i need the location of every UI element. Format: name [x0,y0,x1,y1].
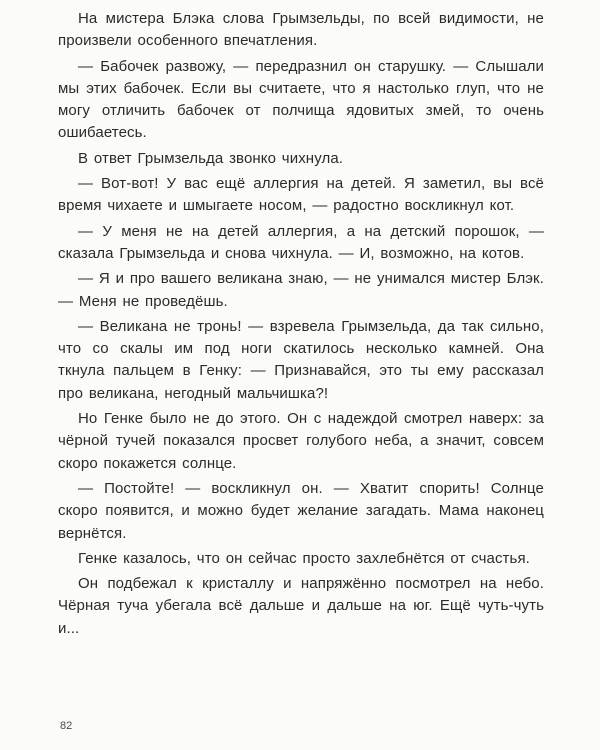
paragraph: — Я и про вашего великана знаю, — не унимался мистер Блэк. — Меня не проведёшь. [58,270,544,310]
paragraph: Он подбежал к кристаллу и напряжённо посмотрел на небо. Чёрная туча убегала всё дальше и дальше на юг. Ещё чуть-чуть и... [58,575,544,637]
paragraph: Но Генке было не до этого. Он с надеждой смотрел наверх: за чёрной тучей показался просвет голубого неба, а значит, совсем скоро покажется солнце. [58,410,544,472]
paragraph: Генке казалось, что он сейчас просто захлебнётся от счастья. [78,549,530,567]
paragraph: На мистера Блэка слова Грымзельды, по всей видимости, не произвели особенного впечатления. [58,10,544,50]
paragraph: В ответ Грымзельда звонко чихнула. [78,149,344,167]
paragraph: — Великана не тронь! — взревела Грымзельда, да так сильно, что со скалы им под ноги скатилось несколько камней. Она ткнула пальцем в Генку: — Признавайся, это ты ему рассказал про великана, негодный мальчишка?! [58,317,544,402]
body-text [58,8,544,643]
page-number: 82 [60,720,73,732]
paragraph: — У меня не на детей аллергия, а на детский порошок, — сказала Грымзельда и снова чихнула. — И, возможно, на котов. [58,222,544,262]
paragraph: — Бабочек развожу, — передразнил он старушку. — Слышали мы этих бабочек. Если вы считаете, что я настолько глуп, что не могу отличить бабочек от полчища ядовитых змей, то очень ошибаетесь. [58,57,544,142]
paragraph: — Вот-вот! У вас ещё аллергия на детей. Я заметил, вы всё время чихаете и шмыгаете носом, — радостно воскликнул кот. [58,175,544,215]
paragraph: — Постойте! — воскликнул он. — Хватит спорить! Солнце скоро появится, и можно будет желание загадать. Мама наконец вернётся. [58,479,544,542]
